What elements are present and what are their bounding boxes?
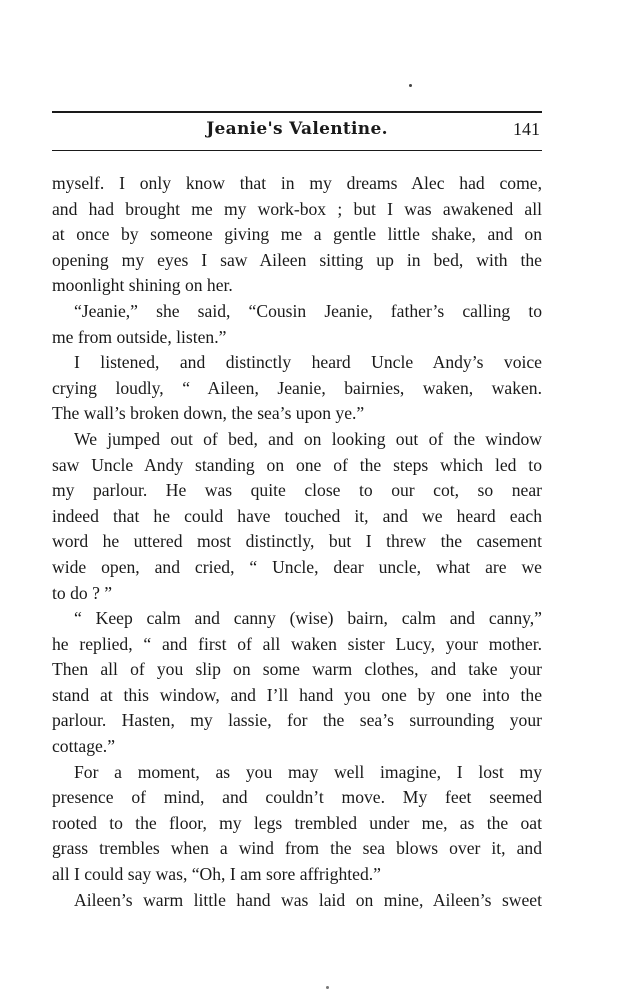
text-line: presence of mind, and couldn’t move. My feet seemed [52, 787, 542, 808]
text-line: “ Keep calm and canny (wise) bairn, calm and canny,” [74, 608, 542, 629]
text-line: rooted to the floor, my legs trembled under me, as the oat [52, 812, 542, 833]
text-line: all I could say was, “Oh, I am sore affrighted.” [52, 864, 381, 885]
header-rule-bottom [52, 150, 542, 151]
header-rule-top [52, 111, 542, 113]
running-title: Jeanie's Valentine. [206, 119, 388, 139]
text-line: moonlight shining on her. [52, 275, 233, 296]
text-line: to do ? ” [52, 582, 113, 603]
text-line: Aileen’s warm little hand was laid on mine, Aileen’s sweet [74, 889, 542, 910]
text-line: wide open, and cried, “ Uncle, dear uncle, what are we [52, 556, 542, 577]
ink-speck [409, 84, 412, 87]
text-line: I listened, and distinctly heard Uncle Andy’s voice [74, 352, 542, 373]
text-line: Then all of you slip on some warm clothes, and take your [52, 659, 542, 680]
text-line: indeed that he could have touched it, and we heard each [52, 505, 542, 526]
text-line: at once by someone giving me a gentle little shake, and on [52, 224, 542, 245]
text-line: saw Uncle Andy standing on one of the steps which led to [52, 454, 542, 475]
text-line: “Jeanie,” she said, “Cousin Jeanie, father’s calling to [74, 300, 542, 321]
text-line: cottage.” [52, 736, 116, 757]
text-line: he replied, “ and first of all waken sister Lucy, your mother. [52, 633, 542, 654]
text-line: my parlour. He was quite close to our cot, so near [52, 480, 542, 501]
text-line: word he uttered most distinctly, but I threw the casement [52, 531, 542, 552]
text-line: and had brought me my work-box ; but I was awakened all [52, 198, 542, 219]
text-line: We jumped out of bed, and on looking out of the window [74, 428, 542, 449]
text-line: The wall’s broken down, the sea’s upon ye.” [52, 403, 365, 424]
text-line: parlour. Hasten, my lassie, for the sea’s surrounding your [52, 710, 542, 731]
text-line: crying loudly, “ Aileen, Jeanie, bairnies, waken, waken. [52, 377, 542, 398]
text-line: me from outside, listen.” [52, 326, 227, 347]
text-line: stand at this window, and I’ll hand you one by one into the [52, 684, 542, 705]
page-number: 141 [513, 119, 540, 139]
text-line: For a moment, as you may well imagine, I lost my [74, 761, 542, 782]
ink-speck [326, 986, 329, 989]
body-text [52, 171, 542, 913]
text-line: myself. I only know that in my dreams Alec had come, [52, 173, 542, 193]
running-header [52, 117, 542, 143]
text-line: grass trembles when a wind from the sea blows over it, and [52, 838, 542, 859]
text-line: opening my eyes I saw Aileen sitting up in bed, with the [52, 249, 542, 270]
